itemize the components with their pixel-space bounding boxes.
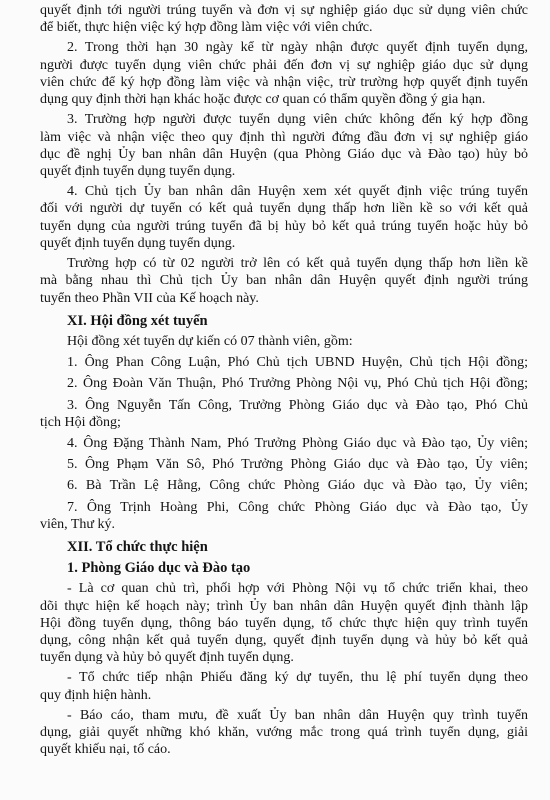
text-line: - Là cơ quan chủ trì, phối hợp với Phòng Nội vụ tổ chức triển khai, theo (67, 581, 528, 597)
text-line: 2. Trong thời hạn 30 ngày kể từ ngày nhận được quyết định tuyển dụng, (67, 40, 528, 56)
section-heading-council: XI. Hội đồng xét tuyển (67, 312, 208, 329)
paragraph-notification (40, 2, 528, 36)
subsection-heading-education-office: 1. Phòng Giáo dục và Đào tạo (67, 560, 251, 577)
text-line: người được tuyển dụng viên chức phải đến đơn vị sự nghiệp giáo dục sử dụng (40, 57, 528, 73)
text-line: dụng, giải quyết những khó khăn, vướng mắc trong quá trình tuyển dụng, giải (40, 725, 528, 741)
text-line: quyết định tới người trúng tuyển và đơn vị sự nghiệp giáo dục sử dụng viên chức (40, 3, 528, 18)
text-line: dục đề nghị Ủy ban nhân dân Huyện (qua Phòng Giáo dục và Đào tạo) hủy bỏ (40, 146, 528, 162)
text-line: 5. Ông Phạm Văn Sô, Phó Trưởng Phòng Giáo dục và Đào tạo, Ủy viên; (67, 457, 528, 473)
text-line: quyết định tuyển dụng tuyển dụng. (40, 235, 236, 251)
text-line: tuyển dụng và hủy bỏ quyết định tuyển dụng. (40, 650, 294, 666)
section-heading-implementation: XII. Tổ chức thực hiện (67, 539, 208, 556)
text-line: dụng, công nhận kết quả tuyển dụng, quyết định tuyển dụng và hủy bỏ kết quả (40, 632, 528, 648)
text-line: quyết khiếu nại, tố cáo. (40, 742, 171, 758)
paragraph-item-3 (40, 111, 528, 180)
bullet-reporting (40, 707, 528, 759)
text-line: quyết định tuyển dụng tuyển dụng. (40, 163, 236, 179)
text-line: - Báo cáo, tham mưu, đề xuất Ủy ban nhân dân Huyện quy trình tuyển (67, 707, 528, 723)
list-item (40, 477, 528, 494)
text-line: viên, Thư ký. (40, 516, 115, 532)
text-line: dụng quy định thời hạn khác hoặc được cơ quan có thẩm quyền đồng ý gia hạn. (40, 92, 486, 108)
text-line: mà bằng nhau thì Chủ tịch Ủy ban nhân dân Huyện quyết định người trúng (40, 273, 528, 289)
text-line: Hội đồng tuyển dụng, thông báo tuyển dụng, tổ chức thực hiện quy trình tuyển (40, 615, 528, 631)
text-line: quy định hiện hành. (40, 687, 152, 703)
text-line: 4. Ông Đặng Thành Nam, Phó Trưởng Phòng Giáo dục và Đào tạo, Ủy viên; (67, 435, 528, 451)
text-line: viên chức để ký hợp đồng làm việc và nhận việc, trừ trường hợp quyết định tuyển (40, 74, 528, 90)
text-line: 1. Ông Phan Công Luận, Phó Chủ tịch UBND Huyện, Chủ tịch Hội đồng; (67, 355, 528, 371)
text-line: để biết, thực hiện việc ký hợp đồng làm việc với viên chức. (40, 20, 373, 36)
text-line: 3. Ông Nguyễn Tấn Công, Trưởng Phòng Giáo dục và Đào tạo, Phó Chủ (67, 397, 528, 413)
text-line: tuyển theo Phần VII của Kế hoạch này. (40, 290, 259, 306)
paragraph-item-2 (40, 39, 528, 108)
council-intro: Hội đồng xét tuyển dự kiến có 07 thành viên, gồm: (67, 333, 353, 349)
paragraph-item-4 (40, 183, 528, 252)
text-line: tịch Hội đồng; (40, 414, 121, 430)
bullet-registration (40, 669, 528, 703)
text-line: 7. Ông Trịnh Hoàng Phi, Công chức Phòng Giáo dục và Đào tạo, Ủy (67, 499, 528, 515)
text-line: 6. Bà Trần Lệ Hằng, Công chức Phòng Giáo dục và Đào tạo, Ủy viên; (67, 478, 528, 494)
text-line: 3. Trường hợp người được tuyển dụng viên chức không đến ký hợp đồng (67, 112, 528, 128)
text-line: 2. Ông Đoàn Văn Thuận, Phó Trưởng Phòng Nội vụ, Phó Chủ tịch Hội đồng; (67, 376, 528, 392)
text-line: làm việc và nhận việc theo quy định thì người đứng đầu đơn vị sự nghiệp giáo (40, 129, 528, 145)
list-item (40, 435, 528, 452)
text-line: tuyển dụng của người trúng tuyển đã bị hủy bỏ kết quả trúng tuyển hoặc hủy bỏ (40, 218, 528, 234)
council-member-list (40, 354, 528, 533)
list-item (40, 397, 528, 431)
paragraph-tie-case (40, 255, 528, 307)
text-line: Trường hợp có từ 02 người trở lên có kết quả tuyển dụng thấp hơn liền kề (67, 256, 528, 272)
text-line: dõi thực hiện kế hoạch này; trình Ủy ban nhân dân Huyện quyết định thành lập (40, 598, 528, 614)
bullet-lead-agency (40, 580, 528, 666)
list-item (40, 456, 528, 473)
list-item (40, 499, 528, 533)
text-line: 4. Chủ tịch Ủy ban nhân dân Huyện xem xét quyết định việc trúng tuyển (67, 184, 528, 200)
list-item (40, 375, 528, 392)
text-line: đối với người dự tuyển có kết quả tuyển dụng thấp hơn liền kề so với kết quả (40, 201, 528, 217)
text-line: - Tổ chức tiếp nhận Phiếu đăng ký dự tuyển, thu lệ phí tuyển dụng theo (67, 670, 528, 686)
list-item (40, 354, 528, 371)
